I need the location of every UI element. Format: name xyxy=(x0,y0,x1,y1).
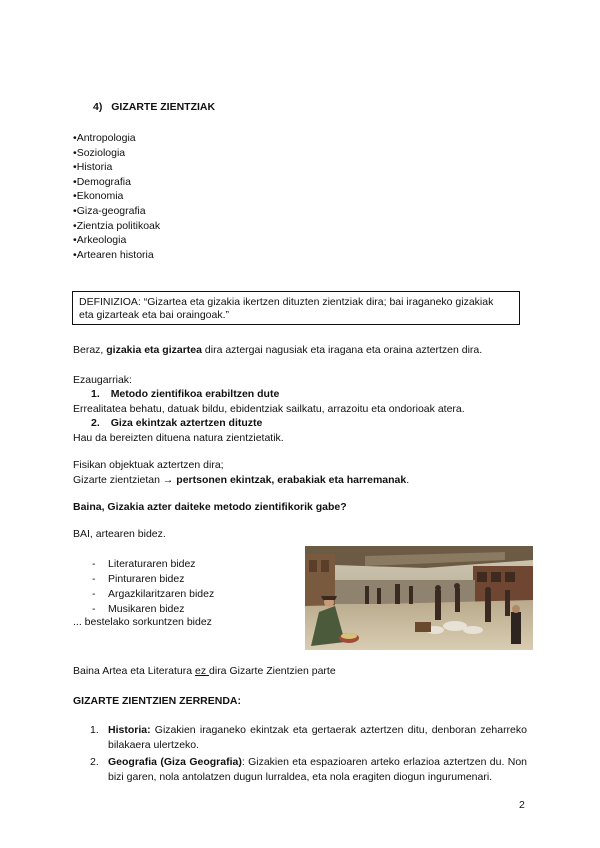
bullet-glyph: • xyxy=(73,146,77,159)
discipline-label: Zientzia politikoak xyxy=(76,219,161,232)
social-sciences-list xyxy=(90,723,527,787)
beraz-post: dira aztergai nagusiak eta iragana eta oraina aztertzen dira. xyxy=(201,344,483,356)
discipline-label: Historia xyxy=(76,161,113,174)
definition-line-2: eta gizarteak eta bai oraingoak.” xyxy=(79,309,230,321)
al-underlined: ez xyxy=(195,665,210,677)
discipline-item xyxy=(73,160,160,175)
discipline-label: Arkeologia xyxy=(76,234,127,247)
ezaugarria-2-desc: Hau da bereizten dituena natura zientzietatik. xyxy=(73,432,284,444)
beraz-bold: gizakia eta gizartea xyxy=(106,344,202,356)
list-item xyxy=(90,723,527,753)
arte-literatura-line xyxy=(73,665,336,677)
list-heading: GIZARTE ZIENTZIEN ZERRENDA: xyxy=(73,695,241,707)
ezaugarriak-label: Ezaugarriak: xyxy=(73,374,132,386)
section-title: GIZARTE ZIENTZIAK xyxy=(111,101,216,113)
other-creations: ... bestelako sorkuntzen bidez xyxy=(73,616,212,628)
disciplines-list xyxy=(73,131,160,262)
art-means-label: Musikaren bidez xyxy=(108,603,185,615)
list-item-text: Gizakien iraganeko ekintzak eta gertaerak aztertzen ditu, denboran zeharreko bilakaera ulertzeko. xyxy=(108,724,527,751)
discipline-item xyxy=(73,175,160,190)
dash-glyph: - xyxy=(92,558,96,570)
bullet-glyph: • xyxy=(73,248,77,261)
bullet-glyph: • xyxy=(73,175,77,188)
art-means-list xyxy=(92,557,214,617)
discipline-item xyxy=(73,146,160,161)
gz-post: . xyxy=(406,474,410,486)
answer-line: BAI, artearen bidez. xyxy=(73,528,166,540)
list-item-number: 1. xyxy=(90,724,99,736)
discipline-item xyxy=(73,189,160,204)
bullet-glyph: • xyxy=(73,234,77,247)
ezaugarria-2-num: 2. xyxy=(91,417,100,429)
al-pre: Baina Artea eta Literatura xyxy=(73,665,195,677)
ezaugarria-1-text: Metodo zientifikoa erabiltzen dute xyxy=(110,388,280,400)
bullet-glyph: • xyxy=(73,204,77,217)
painting-image xyxy=(305,546,533,650)
ezaugarria-2-text: Giza ekintzak aztertzen dituzte xyxy=(110,417,263,429)
discipline-item xyxy=(73,248,160,263)
ezaugarria-1-num: 1. xyxy=(91,388,100,400)
list-item-text: : Gizakien eta espazioaren arteko erlazioa aztertzen du. Non bizi garen, nola antolatzen dugun lurraldea, eta nola eragiten diogun ingurumenari. xyxy=(108,756,527,783)
al-post: dira Gizarte Zientzien parte xyxy=(209,665,336,677)
discipline-item xyxy=(73,204,160,219)
discipline-item xyxy=(73,131,160,146)
dash-glyph: - xyxy=(92,573,96,585)
bullet-glyph: • xyxy=(73,190,77,203)
bullet-glyph: • xyxy=(73,219,77,232)
ezaugarria-2-title xyxy=(91,417,262,429)
page-number: 2 xyxy=(519,799,525,811)
beraz-paragraph xyxy=(73,344,482,356)
section-number: 4) xyxy=(93,101,103,113)
discipline-label: Giza-geografia xyxy=(76,204,146,217)
bullet-glyph: • xyxy=(73,132,77,144)
gizarte-zientzietan-line xyxy=(73,474,409,486)
art-means-item xyxy=(92,602,214,617)
section-heading xyxy=(93,101,215,113)
list-item-term: Geografia (Giza Geografia) xyxy=(108,756,242,768)
beraz-pre: Beraz, xyxy=(73,344,107,356)
art-means-label: Argazkilaritzaren bidez xyxy=(108,588,215,600)
dash-glyph: - xyxy=(92,588,96,600)
ezaugarria-1-title xyxy=(91,388,279,400)
gz-bold: pertsonen ekintzak, erabakiak eta harremanak xyxy=(176,474,407,486)
bullet-glyph: • xyxy=(73,161,77,174)
art-means-item xyxy=(92,572,214,587)
art-means-label: Literaturaren bidez xyxy=(108,558,196,570)
art-means-label: Pinturaren bidez xyxy=(108,573,185,585)
definition-line-1: DEFINIZIOA: “Gizartea eta gizakia ikertzen dituzten zientziak dira; bai iraganeko gizakiak xyxy=(79,296,494,308)
discipline-label: Demografia xyxy=(76,175,131,188)
list-item-term: Historia: xyxy=(108,724,151,736)
street-scene-painting xyxy=(305,546,533,650)
discipline-label: Antropologia xyxy=(76,132,136,144)
discipline-item xyxy=(73,219,160,234)
art-means-item xyxy=(92,587,214,602)
discipline-label: Soziologia xyxy=(76,146,126,159)
list-item xyxy=(90,755,527,785)
gz-pre: Gizarte zientzietan → xyxy=(73,474,177,486)
art-means-item xyxy=(92,557,214,572)
discipline-item xyxy=(73,233,160,248)
ezaugarria-1-desc: Errealitatea behatu, datuak bildu, ebidentziak sailkatu, arrazoitu eta ondorioak atera. xyxy=(73,403,465,415)
question-heading: Baina, Gizakia azter daiteke metodo zientifikorik gabe? xyxy=(73,501,347,513)
definition-box xyxy=(72,291,520,325)
list-item-number: 2. xyxy=(90,756,99,768)
discipline-label: Artearen historia xyxy=(76,248,154,261)
dash-glyph: - xyxy=(92,603,96,615)
fisikan-line: Fisikan objektuak aztertzen dira; xyxy=(73,459,224,471)
discipline-label: Ekonomia xyxy=(76,190,124,203)
